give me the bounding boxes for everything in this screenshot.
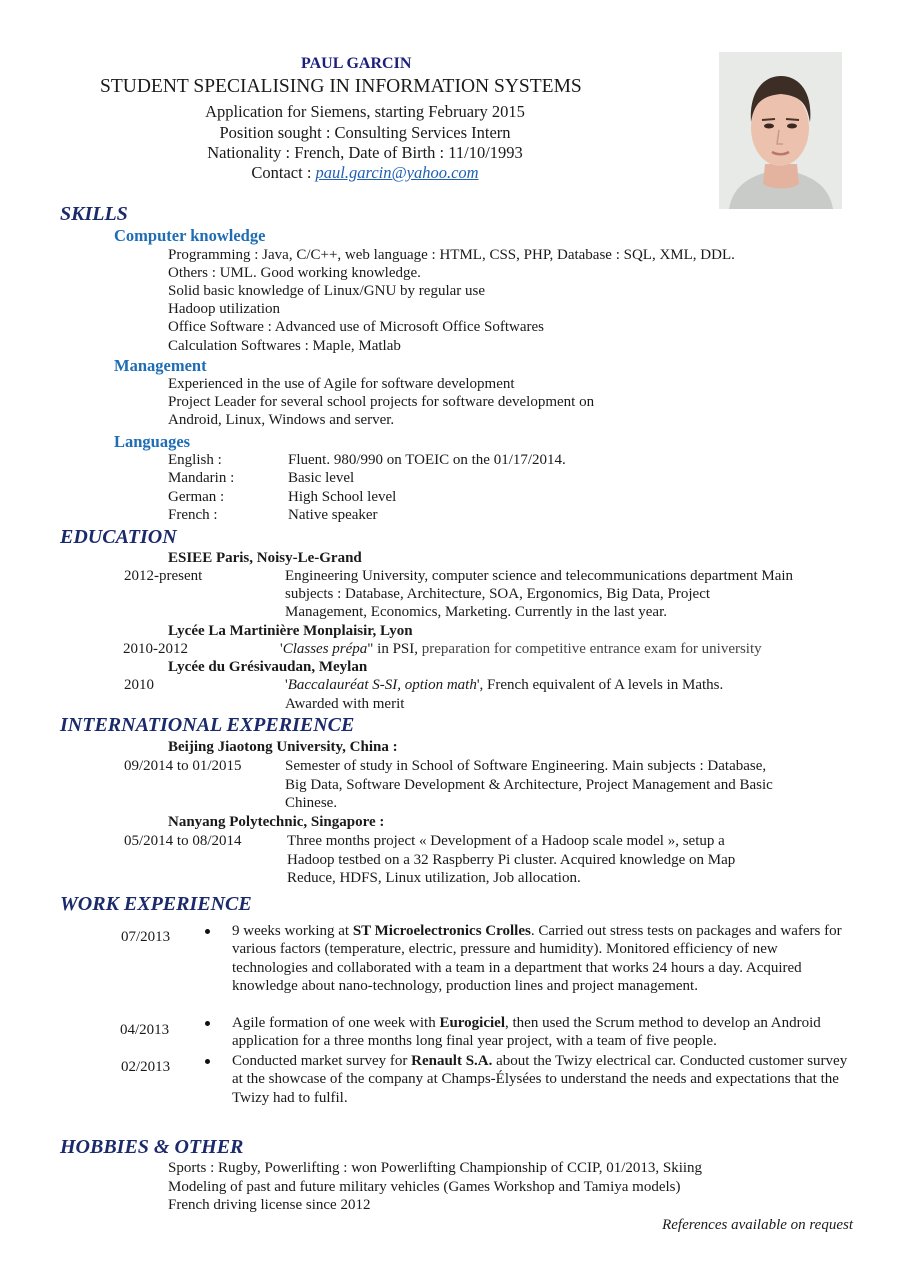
management-line: Project Leader for several school projects for software development on <box>168 394 595 410</box>
references-note: References available on request <box>662 1217 853 1233</box>
employer-name: ST Microelectronics Crolles <box>352 923 531 939</box>
education-period: 2012-present <box>124 568 203 584</box>
language-level: Basic level <box>288 470 355 486</box>
work-date: 04/2013 <box>120 1022 170 1038</box>
quote-mark: " in PSI, <box>367 641 422 657</box>
school-name: ESIEE Paris, Noisy-Le-Grand <box>168 550 362 566</box>
international-description-line: Three months project « Development of a Hadoop scale model », setup a <box>287 833 725 849</box>
work-text: Agile formation of one week with <box>232 1015 440 1031</box>
language-name: German : <box>168 489 225 505</box>
program-detail: ', French equivalent of A levels in Maths. <box>476 677 724 693</box>
computer-skill-line: Solid basic knowledge of Linux/GNU by regular use <box>168 283 486 299</box>
program-detail: preparation for competitive entrance exam for university <box>421 641 762 657</box>
section-heading-hobbies: HOBBIES & OTHER <box>60 1136 244 1158</box>
international-period: 09/2014 to 01/2015 <box>124 758 242 774</box>
education-description-line: subjects : Database, Architecture, SOA, Ergonomics, Big Data, Project <box>285 586 711 602</box>
education-description-line <box>285 676 723 694</box>
international-description-line: Semester of study in School of Software Engineering. Main subjects : Database, <box>285 758 767 774</box>
work-text: Conducted market survey for <box>232 1053 412 1069</box>
section-heading-international: INTERNATIONAL EXPERIENCE <box>60 714 355 736</box>
work-text: about the Twizy electrical car. Conducted customer survey at the showcase of the company at Champs-Élysées to understand the needs and expectations that the Twizy had to fulfil. <box>232 1053 848 1106</box>
institution-name: Beijing Jiaotong University, China : <box>168 739 398 755</box>
language-level: Fluent. 980/990 on TOEIC on the 01/17/2014. <box>288 452 566 468</box>
language-name: Mandarin : <box>168 470 235 486</box>
education-description-line <box>280 640 762 658</box>
employer-name: Eurogiciel <box>439 1015 506 1031</box>
education-period: 2010 <box>124 677 154 693</box>
subheading-languages: Languages <box>114 432 191 451</box>
language-name: English : <box>168 452 222 468</box>
work-text: 9 weeks working at <box>232 923 353 939</box>
school-name: Lycée du Grésivaudan, Meylan <box>168 659 368 675</box>
bullet-icon <box>205 929 210 934</box>
hobby-line: French driving license since 2012 <box>168 1197 371 1213</box>
profile-photo <box>719 52 842 209</box>
school-name: Lycée La Martinière Monplaisir, Lyon <box>168 623 413 639</box>
language-level: Native speaker <box>288 507 378 523</box>
computer-skill-line: Programming : Java, C/C++, web language : HTML, CSS, PHP, Database : SQL, XML, DDL. <box>168 247 735 263</box>
candidate-title: STUDENT SPECIALISING IN INFORMATION SYSTEMS <box>100 76 582 97</box>
hobby-line: Sports : Rugby, Powerlifting : won Powerlifting Championship of CCIP, 01/2013, Skiing <box>168 1160 703 1176</box>
international-description-line: Hadoop testbed on a 32 Raspberry Pi cluster. Acquired knowledge on Map <box>287 852 736 868</box>
work-text: . Carried out stress tests on packages and wafers for various factors (temperature, electric, pressure and humidity). Monitored efficiency of new technologies and collaborated with a team in a department that works 24 hours a day. Acquired knowledge about nano-technology, production lines and project management. <box>232 923 842 994</box>
language-level: High School level <box>288 489 397 505</box>
quote-mark: ' <box>280 641 283 657</box>
employer-name: Renault S.A. <box>411 1053 493 1069</box>
institution-name: Nanyang Polytechnic, Singapore : <box>168 814 385 830</box>
subheading-management: Management <box>114 356 207 375</box>
hobby-line: Modeling of past and future military vehicles (Games Workshop and Tamiya models) <box>168 1179 681 1195</box>
management-line: Android, Linux, Windows and server. <box>168 412 395 428</box>
language-name: French : <box>168 507 218 523</box>
candidate-name: PAUL GARCIN <box>301 55 412 72</box>
management-line: Experienced in the use of Agile for software development <box>168 376 515 392</box>
email-link[interactable]: paul.garcin@yahoo.com <box>315 163 479 182</box>
portrait-illustration <box>719 52 842 209</box>
contact-line <box>0 163 730 183</box>
program-name: Classes prépa <box>282 641 368 657</box>
international-description-line: Big Data, Software Development & Architecture, Project Management and Basic <box>285 777 773 793</box>
education-description-line: Awarded with merit <box>285 696 405 712</box>
computer-skill-line: Hadoop utilization <box>168 301 281 317</box>
position-line: Position sought : Consulting Services Intern <box>219 123 511 142</box>
work-description <box>232 922 857 995</box>
section-heading-education: EDUCATION <box>60 526 177 548</box>
computer-skill-line: Office Software : Advanced use of Microsoft Office Softwares <box>168 319 544 335</box>
section-heading-skills: SKILLS <box>60 203 128 225</box>
work-date: 07/2013 <box>121 929 171 945</box>
education-description-line: Management, Economics, Marketing. Currently in the last year. <box>285 604 667 620</box>
quote-mark: ' <box>285 677 288 693</box>
work-description <box>232 1014 857 1051</box>
bullet-icon <box>205 1059 210 1064</box>
contact-label: Contact : <box>251 163 316 182</box>
international-description-line: Chinese. <box>285 795 338 811</box>
work-text: , then used the Scrum method to develop an Android application for a three months long final year project, with a team of five people. <box>232 1015 821 1050</box>
work-date: 02/2013 <box>121 1059 171 1075</box>
subheading-computer-knowledge: Computer knowledge <box>114 226 266 245</box>
computer-skill-line: Others : UML. Good working knowledge. <box>168 265 421 281</box>
application-line: Application for Siemens, starting February 2015 <box>205 102 525 121</box>
education-description-line: Engineering University, computer science and telecommunications department Main <box>285 568 794 584</box>
program-name: Baccalauréat S-SI, option math <box>287 677 477 693</box>
international-description-line: Reduce, HDFS, Linux utilization, Job allocation. <box>287 870 581 886</box>
nationality-line: Nationality : French, Date of Birth : 11/10/1993 <box>207 143 523 162</box>
computer-skill-line: Calculation Softwares : Maple, Matlab <box>168 338 401 354</box>
education-period: 2010-2012 <box>123 641 188 657</box>
section-heading-work: WORK EXPERIENCE <box>60 893 252 915</box>
bullet-icon <box>205 1021 210 1026</box>
international-period: 05/2014 to 08/2014 <box>124 833 242 849</box>
work-description <box>232 1052 857 1107</box>
